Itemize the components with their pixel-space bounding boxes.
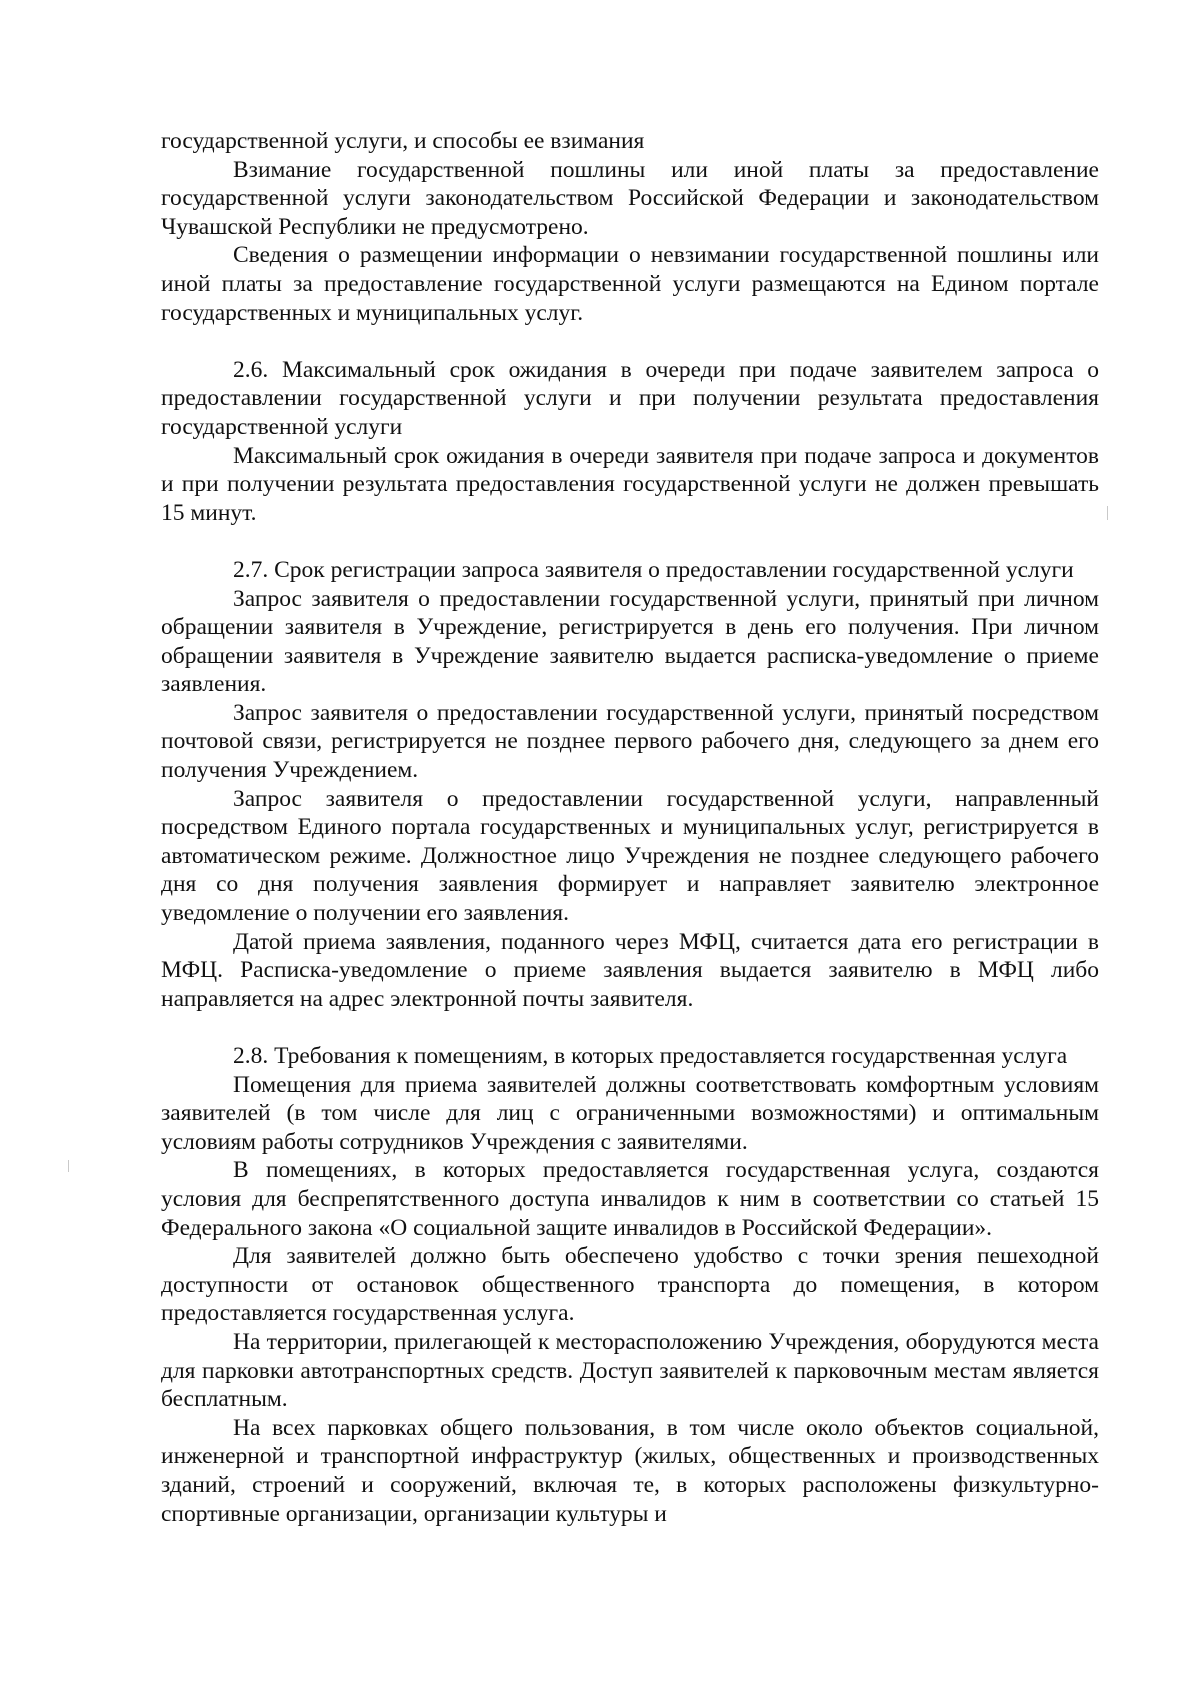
paragraph-fee-not-charged: Взимание государственной пошлины или иной платы за предоставление государственной услуги законодательством Российской Федерации и законодательством Чувашской Республики не предусмотрено. bbox=[161, 156, 1099, 240]
paragraph-premises-accessibility: В помещениях, в которых предоставляется государственная услуга, создаются условия для беспрепятственного доступа инвалидов к ним в соответствии со статьей 15 Федерального закона «О социальной защите инвалидов в Российской Федерации». bbox=[161, 1157, 1099, 1241]
paragraph-registration-mfc: Датой приема заявления, поданного через МФЦ, считается дата его регистрации в МФЦ. Расписка-уведомление о приеме заявления выдается заявителю в МФЦ либо направляется на адрес электронной почты заявителя. bbox=[161, 928, 1099, 1012]
paragraph-registration-postal: Запрос заявителя о предоставлении государственной услуги, принятый посредством почтовой связи, регистрируется не позднее первого рабочего дня, следующего за днем его получения Учреждением. bbox=[161, 699, 1099, 784]
paragraph-registration-personal: Запрос заявителя о предоставлении государственной услуги, принятый при личном обращении заявителя в Учреждение, регистрируется в день его получения. При личном обращении заявителя в Учреждение заявителю выдается расписка-уведомление о приеме заявления. bbox=[161, 585, 1099, 698]
section-heading-2-8: 2.8. Требования к помещениям, в которых предоставляется государственная услуга bbox=[233, 1043, 1068, 1069]
paragraph-fee-info-placement: Сведения о размещении информации о невзимании государственной пошлины или иной платы за предоставление государственной услуги размещаются на Едином портале государственных и муниципальных услуг. bbox=[161, 242, 1099, 326]
scan-artifact-mark bbox=[1107, 506, 1108, 520]
section-heading-2-7: 2.7. Срок регистрации запроса заявителя о предоставлении государственной услуги bbox=[233, 556, 1074, 583]
section-heading-2-6: 2.6. Максимальный срок ожидания в очереди при подаче заявителем запроса о предоставлении государственной услуги и при получении результата предоставления государственной услуги bbox=[161, 356, 1099, 440]
scan-artifact-mark bbox=[68, 1160, 69, 1172]
paragraph-fee-heading-end: государственной услуги, и способы ее взимания bbox=[161, 128, 645, 154]
paragraph-premises-public-parking: На всех парковках общего пользования, в том числе около объектов социальной, инженерной и транспортной инфраструктур (жилых, общественных и производственных зданий, строений и сооружений, включая те, в которых расположены физкультурно-спортивные организации, организации культуры и bbox=[161, 1414, 1099, 1527]
paragraph-queue-wait-time: Максимальный срок ожидания в очереди заявителя при подаче запроса и документов и при получении результата предоставления государственной услуги не должен превышать 15 минут. bbox=[161, 442, 1099, 526]
paragraph-registration-portal: Запрос заявителя о предоставлении государственной услуги, направленный посредством Единого портала государственных и муниципальных услуг, регистрируется в автоматическом режиме. Должностное лицо Учреждения не позднее следующего рабочего дня со дня получения заявления формирует и направляет заявителю электронное уведомление о получении его заявления. bbox=[161, 785, 1099, 927]
paragraph-premises-comfort: Помещения для приема заявителей должны соответствовать комфортным условиям заявителей (в том числе для лиц с ограниченными возможностями) и оптимальным условиям работы сотрудников Учреждения с заявителями. bbox=[161, 1071, 1099, 1155]
paragraph-premises-parking: На территории, прилегающей к месторасположению Учреждения, оборудуются места для парковки автотранспортных средств. Доступ заявителей к парковочным местам является бесплатным. bbox=[161, 1328, 1099, 1413]
document-body bbox=[161, 127, 1099, 1528]
paragraph-premises-pedestrian: Для заявителей должно быть обеспечено удобство с точки зрения пешеходной доступности от остановок общественного транспорта до помещения, в котором предоставляется государственная услуга. bbox=[161, 1243, 1099, 1327]
